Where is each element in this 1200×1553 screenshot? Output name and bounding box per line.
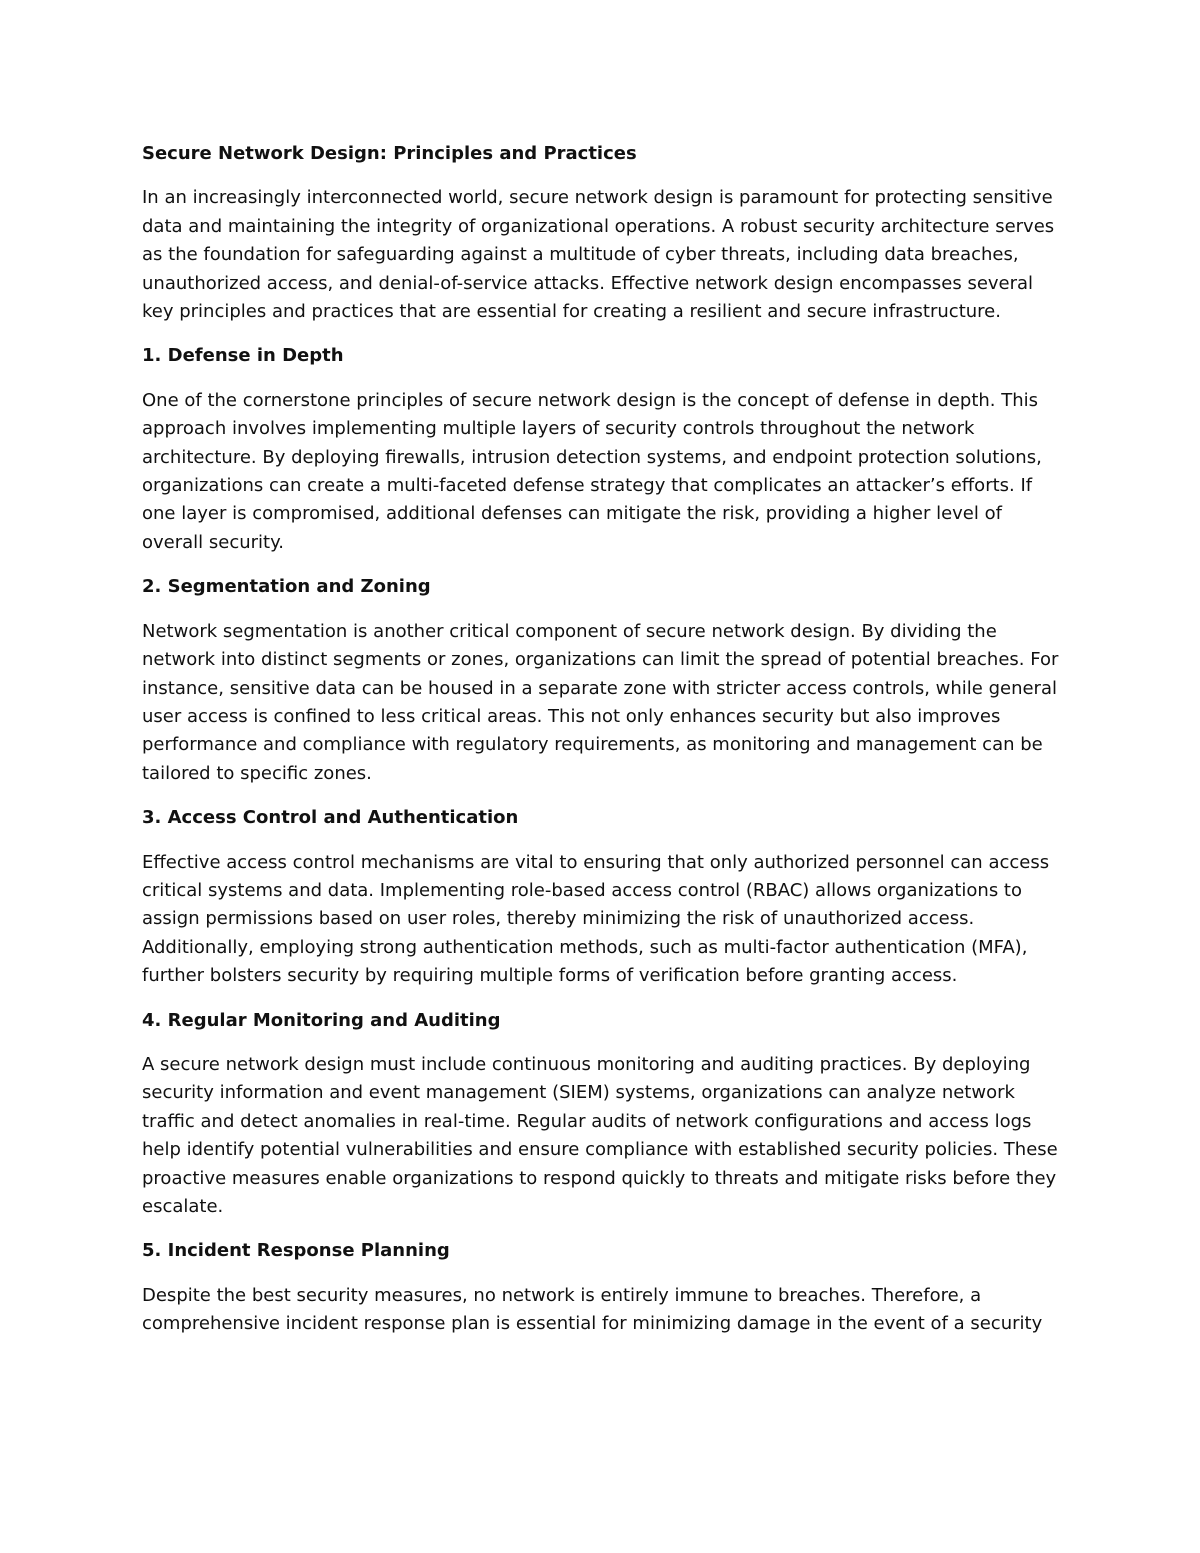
section-body-monitoring: A secure network design must include continuous monitoring and auditing practices. By deploying security information and event management (SIEM) systems, organizations can analyze network traffic and detect anomalies in real-time. Regular audits of network configurations and access logs help identify potential vulnerabilities and ensure compliance with established security policies. These proactive measures enable organizations to respond quickly to threats and mitigate risks before they escalate. — [142, 1053, 1058, 1217]
section-heading-monitoring: 4. Regular Monitoring and Auditing — [142, 1009, 501, 1031]
section-heading-incident-response: 5. Incident Response Planning — [142, 1240, 450, 1262]
section-heading-segmentation: 2. Segmentation and Zoning — [142, 576, 431, 598]
section-heading-defense-in-depth: 1. Defense in Depth — [142, 345, 344, 367]
section-body-access-control: Effective access control mechanisms are vital to ensuring that only authorized personnel can access critical systems and data. Implementing role-based access control (RBAC) allows organizations to assign permissions based on user roles, thereby minimizing the risk of unauthorized access. Additionally, employing strong authentication methods, such as multi-factor authentication (MFA), further bolsters security by requiring multiple forms of verification before granting access. — [142, 851, 1050, 987]
section-body-segmentation: Network segmentation is another critical component of secure network design. By dividing the network into distinct segments or zones, organizations can limit the spread of potential breaches. For instance, sensitive data can be housed in a separate zone with stricter access controls, while general user access is confined to less critical areas. This not only enhances security but also improves performance and compliance with regulatory requirements, as monitoring and management can be tailored to specific zones. — [142, 620, 1059, 784]
document-body — [142, 140, 1062, 1355]
section-heading-access-control: 3. Access Control and Authentication — [142, 807, 519, 829]
section-body-incident-response: Despite the best security measures, no network is entirely immune to breaches. Therefore, a comprehensive incident response plan is essential for minimizing damage in the event of a security — [142, 1284, 1043, 1335]
intro-paragraph: In an increasingly interconnected world, secure network design is paramount for protecting sensitive data and maintaining the integrity of organizational operations. A robust security architecture serves as the foundation for safeguarding against a multitude of cyber threats, including data breaches, unauthorized access, and denial-of-service attacks. Effective network design encompasses several key principles and practices that are essential for creating a resilient and secure infrastructure. — [142, 187, 1055, 323]
section-body-defense-in-depth: One of the cornerstone principles of secure network design is the concept of defense in depth. This approach involves implementing multiple layers of security controls throughout the network architecture. By deploying firewalls, intrusion detection systems, and endpoint protection solutions, organizations can create a multi-faceted defense strategy that complicates an attacker’s efforts. If one layer is compromised, additional defenses can mitigate the risk, providing a higher level of overall security. — [142, 389, 1042, 553]
document-title: Secure Network Design: Principles and Practices — [142, 143, 637, 164]
